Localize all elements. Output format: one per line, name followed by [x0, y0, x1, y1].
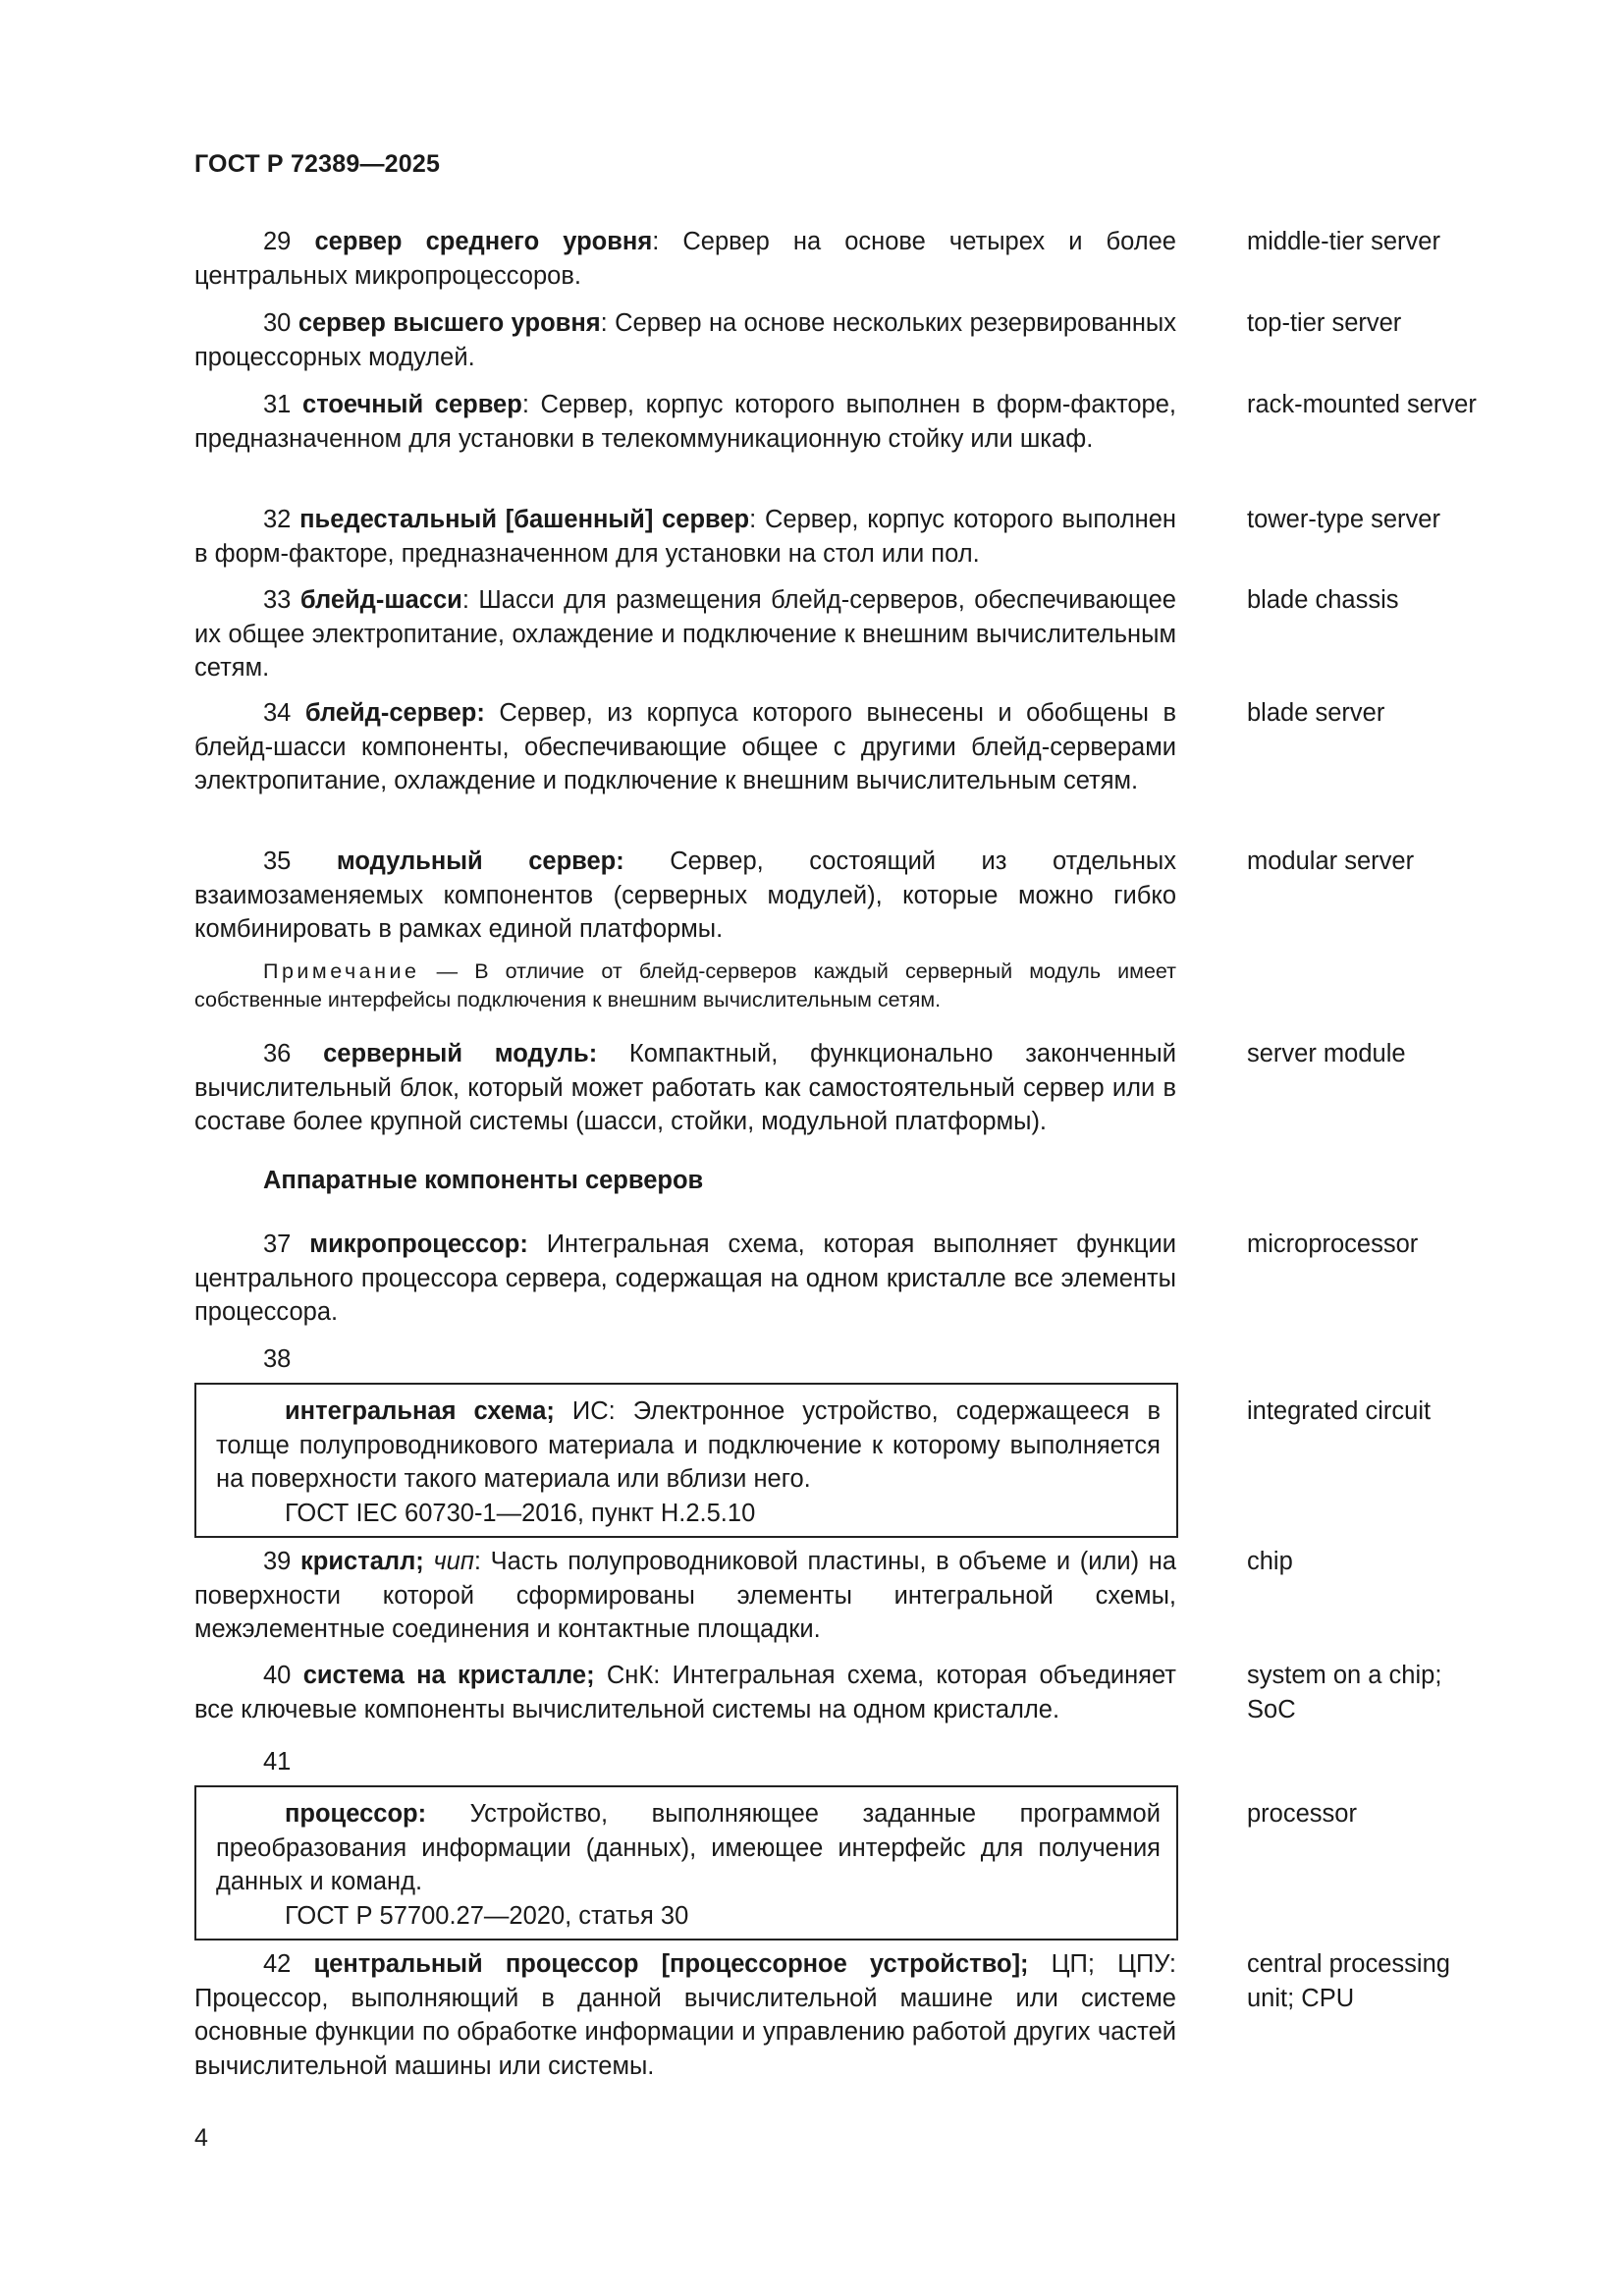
term-entry-37 [194, 1228, 1419, 1330]
term-number-41: 41 [263, 1748, 292, 1776]
term-name: микропроцессор: [309, 1230, 528, 1258]
term-name: процессор: [285, 1800, 427, 1828]
term-entry-36 [194, 1037, 1406, 1139]
term-name: сервер среднего уровня [314, 228, 653, 255]
term-definition: : Часть полупроводниковой пластины, в объеме и (или) на поверхности которой сформированы элементы интегральной схемы, межэлементные соединения и контактные площадки. [194, 1548, 1176, 1643]
term-definition: Сервер, из корпуса которого вынесены и обобщены в блейд-шасси компоненты, обеспечивающие общее с другими блейд-серверами электропитание, охлаждение и подключение к внешним вычислительным сетям. [194, 699, 1176, 794]
term-english: server module [1247, 1040, 1406, 1067]
term-definition: : Сервер, корпус которого выполнен в форм-факторе, предназначенном для установки на стол или пол. [194, 506, 1176, 568]
term-definition: : Сервер, корпус которого выполнен в форм-факторе, предназначенном для установки в телекоммуникационную стойку или шкаф. [194, 391, 1176, 453]
term-definition: : Сервер на основе четырех и более центральных микропроцессоров. [194, 228, 1176, 290]
note-text: — В отличие от блейд-серверов каждый серверный модуль имеет собственные интерфейсы подключения к внешним вычислительным сетям. [194, 959, 1176, 1011]
term-source: ГОСТ Р 57700.27—2020, статья 30 [285, 1901, 689, 1930]
term-number-38: 38 [263, 1345, 292, 1373]
term-number: 37 [263, 1230, 292, 1258]
term-entry-35 [194, 845, 1415, 947]
term-source: ГОСТ IEC 60730-1—2016, пункт H.2.5.10 [285, 1499, 756, 1527]
term-number: 40 [263, 1662, 292, 1689]
term-number: 39 [263, 1548, 292, 1575]
note-label: Примечание [263, 959, 420, 983]
term-entry-30 [194, 306, 1402, 374]
term-english: rack-mounted server [1247, 391, 1477, 418]
term-number: 34 [263, 699, 292, 727]
term-name: пьедестальный [башенный] сервер [299, 506, 750, 533]
term-english: system on a chip; SoC [1247, 1662, 1442, 1723]
term-english: blade server [1247, 699, 1385, 727]
term-name: центральный процессор [процессорное устройство]; [313, 1950, 1029, 1978]
section-title: Аппаратные компоненты серверов [263, 1167, 704, 1194]
term-number: 29 [263, 228, 292, 255]
term-number: 42 [263, 1950, 292, 1978]
term-entry-41-box [194, 1785, 1357, 1941]
term-definition: : Шасси для размещения блейд-серверов, обеспечивающее их общее электропитание, охлаждение и подключение к внешним вычислительным сетям. [194, 586, 1176, 682]
term-name: сервер высшего уровня [298, 309, 601, 337]
term-english: integrated circuit [1247, 1397, 1432, 1425]
term-entry-31 [194, 388, 1477, 456]
term-definition: Компактный, функционально законченный вычислительный блок, который может работать как самостоятельный сервер или в составе более крупной системы (шасси, стойки, модульной платформы). [194, 1040, 1176, 1135]
term-number: 31 [263, 391, 292, 418]
term-entry-32 [194, 503, 1440, 571]
term-name: кристалл; [300, 1548, 424, 1575]
term-english: modular server [1247, 847, 1415, 875]
term-name: модульный сервер: [336, 847, 624, 875]
term-definition: ИС: Электронное устройство, содержащееся в толще полупроводникового материала и подключение к которому выполняется на поверхности такого материала или вблизи него. [216, 1397, 1161, 1493]
term-name: блейд-шасси [299, 586, 462, 614]
term-name: блейд-сервер: [304, 699, 485, 727]
term-entry-42 [194, 1947, 1450, 2083]
page-number: 4 [194, 2124, 208, 2152]
term-definition: Устройство, выполняющее заданные программой преобразования информации (данных), имеющее интерфейс для получения данных и команд. [216, 1800, 1161, 1895]
term-english: tower-type server [1247, 506, 1440, 533]
term-entry-38-box [194, 1383, 1432, 1538]
term-name: стоечный сервер [302, 391, 522, 418]
term-english: middle-tier server [1247, 228, 1440, 255]
term-name: интегральная схема; [285, 1397, 555, 1425]
term-definition: Интегральная схема, которая выполняет функции центрального процессора сервера, содержащая на одном кристалле все элементы процессора. [194, 1230, 1176, 1326]
term-number: 36 [263, 1040, 292, 1067]
document-header: ГОСТ Р 72389—2025 [194, 150, 441, 178]
term-english: central processing unit; CPU [1247, 1950, 1450, 2012]
term-number: 32 [263, 506, 292, 533]
term-entry-33 [194, 583, 1399, 685]
term-english: microprocessor [1247, 1230, 1419, 1258]
note [194, 957, 1176, 1014]
term-definition: ЦП; ЦПУ: Процессор, выполняющий в данной вычислительной машине или системе основные функции по обработке информации и управлению работой других частей вычислительной машины или системы. [194, 1950, 1176, 2080]
term-definition: СнК: Интегральная схема, которая объединяет все ключевые компоненты вычислительной системы на одном кристалле. [194, 1662, 1176, 1723]
term-number: 35 [263, 847, 292, 875]
term-english: top-tier server [1247, 309, 1402, 337]
term-name: система на кристалле; [302, 1662, 595, 1689]
term-english: processor [1247, 1800, 1357, 1828]
term-entry-34 [194, 696, 1385, 798]
term-number: 30 [263, 309, 292, 337]
term-english: blade chassis [1247, 586, 1399, 614]
term-definition: Сервер, состоящий из отдельных взаимозаменяемых компонентов (серверных модулей), которые можно гибко комбинировать в рамках единой платформы. [194, 847, 1176, 943]
term-synonym: чип [433, 1548, 474, 1575]
term-entry-29 [194, 225, 1440, 293]
term-english: chip [1247, 1548, 1293, 1575]
term-entry-40 [194, 1659, 1442, 1726]
term-name: серверный модуль: [323, 1040, 598, 1067]
term-number: 33 [263, 586, 292, 614]
term-entry-39 [194, 1545, 1293, 1647]
term-definition: : Сервер на основе нескольких резервированных процессорных модулей. [194, 309, 1176, 371]
